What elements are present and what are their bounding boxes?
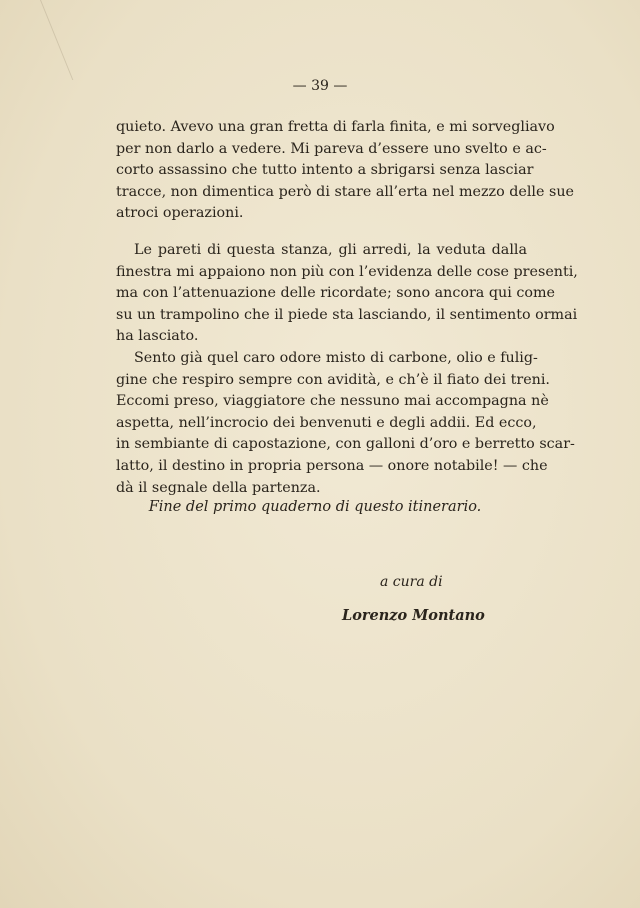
author-name: Lorenzo Montano [342,607,485,624]
text-line: tracce, non dimentica però di stare all’erta nel mezzo delle sue [116,183,575,200]
text-line: quieto. Avevo una gran fretta di farla finita, e mi sorvegliavo [116,119,555,135]
text-line: Eccomi preso, viaggiatore che nessuno mai accompagna nè [116,393,549,410]
text-line: dà il segnale della partenza. [116,479,321,496]
text-line: in sembiante di capostazione, con galloni d’oro e berretto scar- [116,436,575,453]
text-line: ma con l’attenuazione delle ricordate; sono ancora qui come [116,285,555,302]
paragraph-1 [116,117,575,225]
text-line: gine che respiro sempre con avidità, e ch’è il fiato dei treni. [116,371,550,388]
paragraph-2 [116,240,578,499]
text-line: Le pareti di questa stanza, gli arredi, la veduta dalla [134,242,527,258]
text-line: ha lasciato. [116,328,199,345]
text-line: Sento già quel caro odore misto di carbone, olio e fulig- [134,349,538,366]
text-line: finestra mi appaiono non più con l’evidenza delle cose presenti, [116,263,578,280]
closing-line: Fine del primo quaderno di questo itinerario. [148,499,482,515]
text-line: aspetta, nell’incrocio dei benvenuti e degli addii. Ed ecco, [116,414,537,431]
text-line: su un trampolino che il piede sta lasciando, il sentimento ormai [116,306,578,323]
text-line: per non darlo a vedere. Mi pareva d’essere uno svelto e ac- [116,140,547,157]
text-line: latto, il destino in propria persona — onore notabile! — che [116,457,548,474]
page-number: — 39 — [292,78,348,94]
text-line: corto assassino che tutto intento a sbrigarsi senza lasciar [116,162,534,179]
text-line: atroci operazioni. [116,205,244,222]
credit-label: a cura di [380,574,443,590]
